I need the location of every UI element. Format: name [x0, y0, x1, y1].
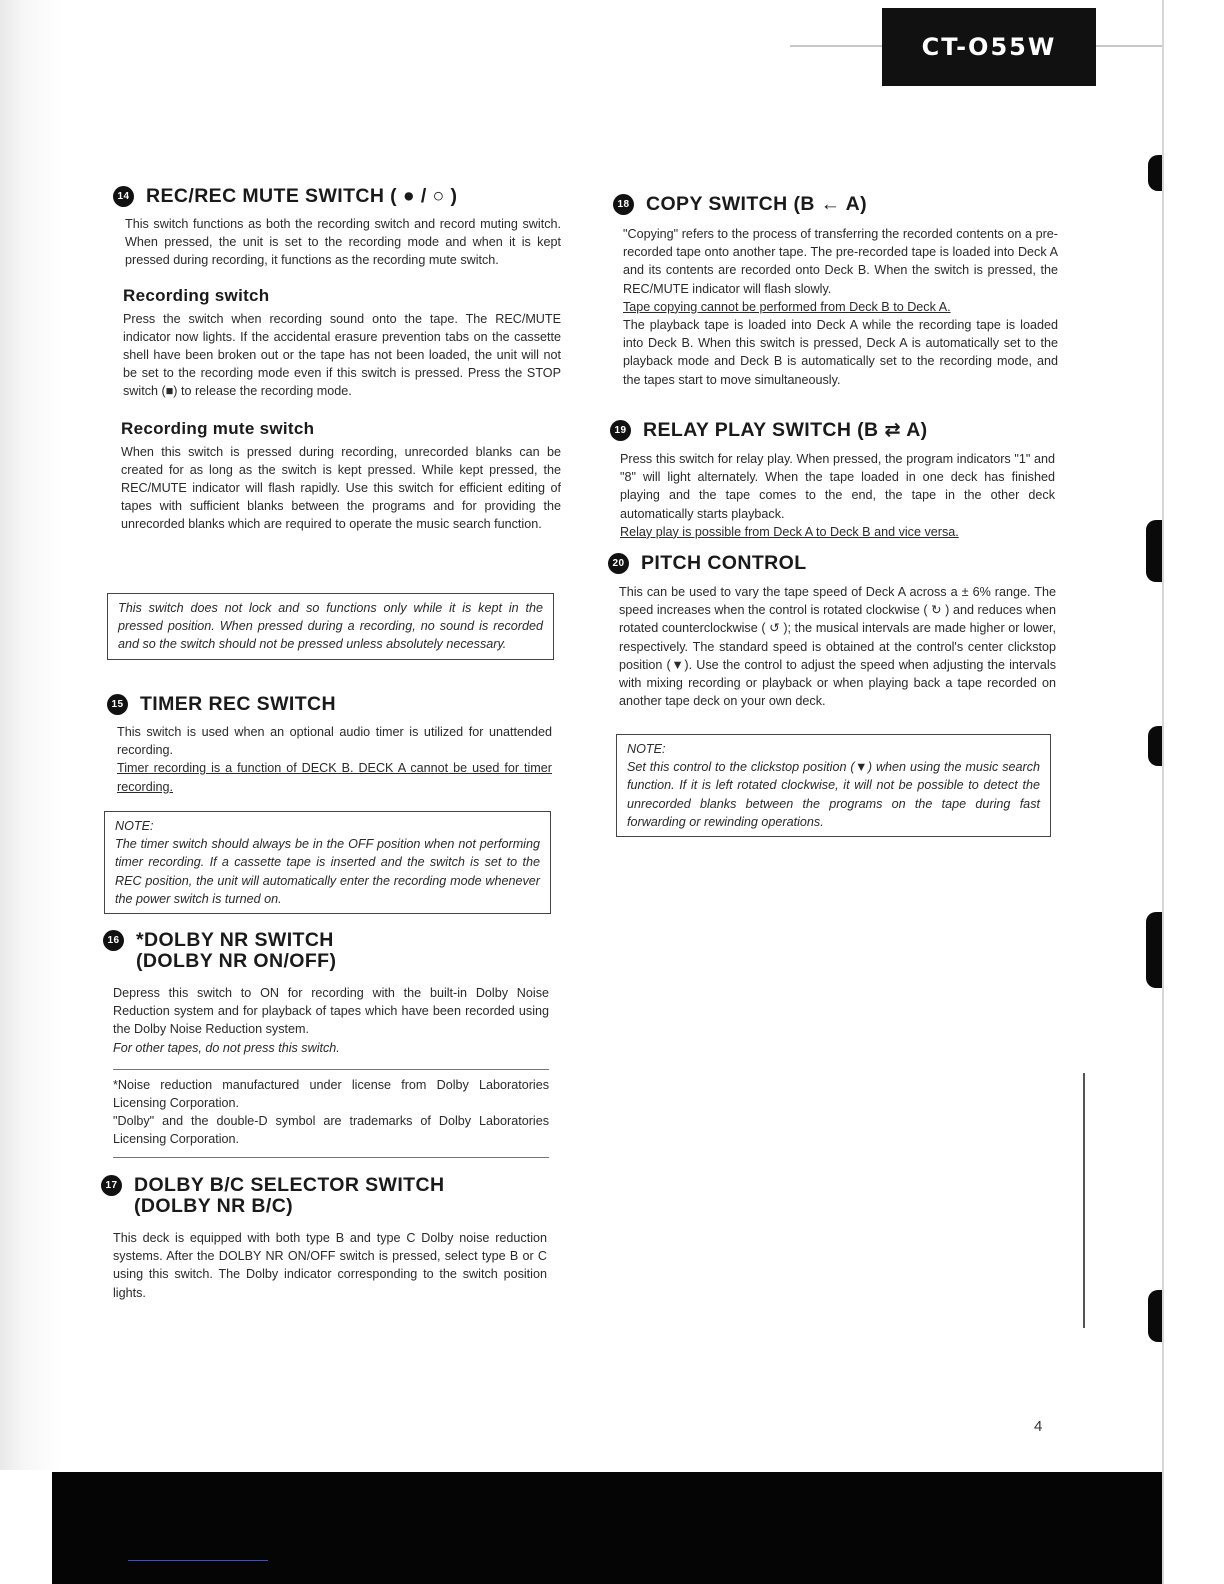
section-number-badge: 19 [610, 420, 631, 441]
section-17-title-line1: DOLBY B/C SELECTOR SWITCH [134, 1174, 445, 1196]
section-20-note-text: Set this control to the clickstop position (▼) when using the music search function. If it is left rotated clockwise, it will not be possible to detect the unrecorded blanks between the programs on the tape during fast forwarding or rewinding operations. [627, 760, 1040, 829]
footnote-1: *Noise reduction manufactured under license from Dolby Laboratories Licensing Corporation. [113, 1077, 549, 1111]
section-14-title: REC/REC MUTE SWITCH ( ● / ○ ) [146, 185, 458, 207]
recording-switch-heading: Recording switch [123, 285, 270, 305]
edge-tab-4 [1146, 912, 1162, 988]
section-20-note [616, 734, 1051, 837]
section-17-text: This deck is equipped with both type B and type C Dolby noise reduction systems. After the DOLBY NR ON/OFF switch is pressed, select type B or C using this switch. The Dolby indicator corresponding to the switch position lights. [113, 1231, 547, 1300]
recording-mute-heading: Recording mute switch [121, 418, 315, 438]
section-17 [101, 1175, 547, 1302]
section-15-heading [107, 694, 552, 715]
section-19-text: Press this switch for relay play. When pressed, the program indicators "1" and "8" will light alternately. When the tape loaded in one deck has finished playing and the tape comes to the end, the tape in the other deck automatically starts playback. [620, 452, 1055, 521]
section-16 [103, 930, 549, 1158]
section-14-note [107, 593, 554, 660]
section-19-heading [610, 420, 1055, 441]
note-label: NOTE: [115, 819, 154, 833]
section-19 [610, 420, 1055, 541]
section-14-heading [113, 186, 561, 207]
recording-switch-text: Press the switch when recording sound onto the tape. The REC/MUTE indicator now lights. If the accidental erasure prevention tabs on the cassette shell have been broken out or the tape has not been loaded, the unit will not be set to the recording mode even if this switch is pressed. Press the STOP switch (■) to release the recording mode. [123, 311, 561, 399]
section-number-badge: 15 [107, 694, 128, 715]
section-15-note [104, 811, 551, 914]
section-15 [107, 694, 552, 796]
section-14 [113, 186, 561, 534]
section-18-text-a: "Copying" refers to the process of transferring the recorded contents on a pre-recorded tape onto another tape. The pre-recorded tape is loaded into Deck A and its contents are recorded onto Deck B. When the switch is pressed, the REC/MUTE indicator will flash slowly. [623, 227, 1058, 296]
section-17-title-line2: (DOLBY NR B/C) [134, 1195, 294, 1217]
section-15-underlined: Timer recording is a function of DECK B. DECK A cannot be used for timer recording. [117, 761, 552, 794]
section-16-text2: For other tapes, do not press this switch. [113, 1040, 340, 1055]
section-20-heading [608, 553, 1056, 574]
section-18-underlined: Tape copying cannot be performed from Deck B to Deck A. [623, 299, 951, 314]
section-number-badge: 16 [103, 930, 124, 951]
scan-right-strip [1162, 0, 1224, 1584]
section-14-intro: This switch functions as both the recording switch and record muting switch. When pressed, the unit is set to the recording mode and when it is kept pressed during recording, it functions as the recording mute switch. [125, 217, 561, 268]
section-16-title-line1: *DOLBY NR SWITCH [136, 929, 334, 951]
section-20-title: PITCH CONTROL [641, 552, 807, 574]
note-label: NOTE: [627, 742, 666, 756]
page-number: 4 [1034, 1418, 1043, 1435]
section-16-title-line2: (DOLBY NR ON/OFF) [136, 950, 337, 972]
section-20-text: This can be used to vary the tape speed of Deck A across a ± 6% range. The speed increases when the control is rotated clockwise ( ↻ ) and reduces when rotated counterclockwise ( ↺ ); the musical intervals are made higher or lower, respectively. The standard speed is obtained at the control's center clickstop position (▼). Use the control to adjust the speed when adjusting the intervals with mixing recording or playback or when playing back a tape recorded on another tape deck on your own deck. [619, 585, 1056, 709]
section-number-badge: 17 [101, 1175, 122, 1196]
section-14-note-text: This switch does not lock and so functions only while it is kept in the pressed position. When pressed during a recording, no sound is recorded and so the switch should not be pressed unless absolutely necessary. [118, 601, 543, 652]
section-15-note-text: The timer switch should always be in the OFF position when not performing timer recording. If a cassette tape is inserted and the switch is set to the REC position, the unit will automatically enter the recording mode whenever the power switch is turned on. [115, 837, 540, 906]
edge-tab-5 [1148, 1290, 1162, 1342]
section-18-title: COPY SWITCH (B ← A) [646, 193, 868, 215]
model-label: CT-O55W [882, 8, 1096, 86]
section-number-badge: 14 [113, 186, 134, 207]
section-number-badge: 18 [613, 194, 634, 215]
section-16-text: Depress this switch to ON for recording with the built-in Dolby Noise Reduction system and for playback of tapes which have been recorded using the Dolby Noise Reduction system. [113, 986, 549, 1037]
edge-tab-2 [1146, 520, 1162, 582]
edge-tab-3 [1148, 726, 1162, 766]
section-20 [608, 553, 1056, 710]
scan-blue-mark [128, 1560, 268, 1561]
dolby-footnote [113, 1069, 549, 1158]
section-19-underlined: Relay play is possible from Deck A to Deck B and vice versa. [620, 524, 959, 539]
section-17-heading [101, 1175, 547, 1217]
section-18 [613, 194, 1058, 389]
scan-bottom-border [52, 1472, 1162, 1584]
section-19-title: RELAY PLAY SWITCH (B ⇄ A) [643, 419, 928, 441]
margin-rule [1083, 1073, 1085, 1328]
recording-mute-text: When this switch is pressed during recording, unrecorded blanks can be created for as long as the switch is kept pressed. While kept pressed, the REC/MUTE indicator will flash rapidly. Use this switch for efficient editing of tapes with sufficient blanks between the programs and for providing the unrecorded blanks which are required to operate the music search function. [121, 444, 561, 532]
section-16-heading [103, 930, 549, 972]
header-rule-left [790, 45, 882, 47]
edge-tab-1 [1148, 155, 1162, 191]
section-15-text: This switch is used when an optional audio timer is utilized for unattended recording. [117, 725, 552, 758]
section-number-badge: 20 [608, 553, 629, 574]
section-18-heading [613, 194, 1058, 215]
scan-left-edge [0, 0, 62, 1470]
header-rule-right [1096, 45, 1162, 47]
section-15-title: TIMER REC SWITCH [140, 693, 336, 715]
section-18-text-b: The playback tape is loaded into Deck A while the recording tape is loaded into Deck B. When this switch is pressed, Deck A is automatically set to the playback mode and Deck B is automatically set to the recording mode, and the tapes start to move simultaneously. [623, 318, 1058, 387]
footnote-2: "Dolby" and the double-D symbol are trademarks of Dolby Laboratories Licensing Corporation. [113, 1114, 549, 1147]
